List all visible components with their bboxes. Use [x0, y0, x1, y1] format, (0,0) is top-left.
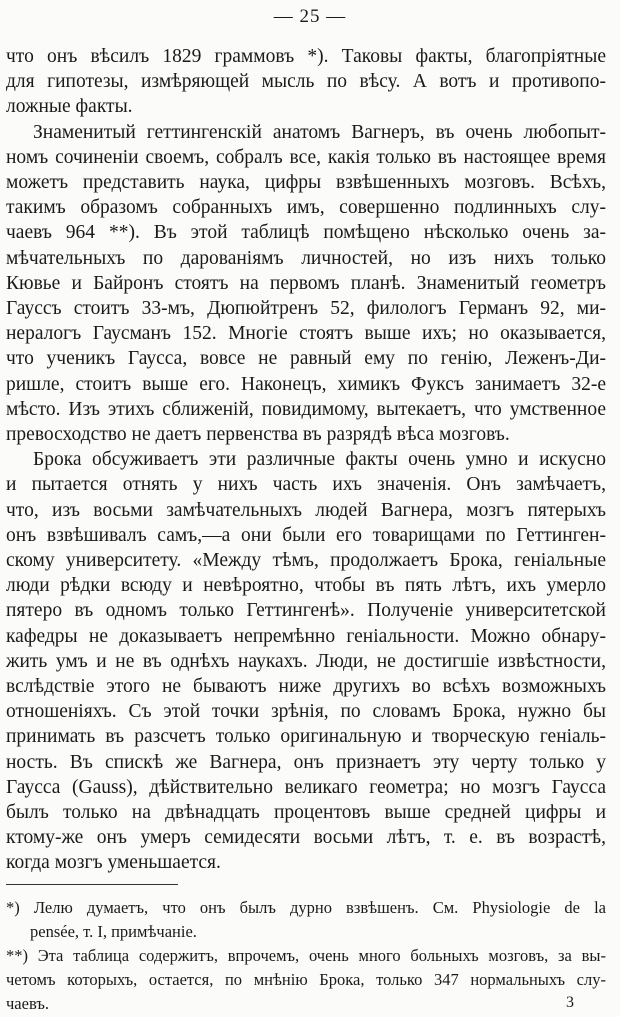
text-line: чаевъ 964 **). Въ этой таблицѣ помѣщено нѣсколько очень за- [6, 222, 606, 244]
text-line: принимать въ разсчетъ только оригинальную и творческую геніаль- [6, 726, 606, 748]
text-line: Знаменитый геттингенскій анатомъ Вагнеръ, въ очень любопыт- [33, 121, 606, 143]
text-line: кафедры не доказываетъ непремѣнно геніальности. Можно обнару- [6, 625, 606, 647]
signature-mark: 3 [566, 994, 574, 1011]
footnote-line: **) Эта таблица содержитъ, впрочемъ, очень много больныхъ мозговъ, за вы- [6, 946, 606, 965]
text-line: Гаусса (Gauss), дѣйствительно великаго геометра; но мозгъ Гаусса [6, 776, 606, 798]
footnote-divider [6, 884, 178, 885]
text-line: ктому-же онъ умеръ семидесяти восьми лѣтъ, т. е. въ возрастѣ, [6, 827, 606, 849]
text-line: люди рѣдки всюду и невѣроятно, чтобы въ пять лѣтъ, ихъ умерло [6, 575, 606, 597]
text-line: номъ сочиненіи своемъ, собралъ все, какія только въ настоящее время [6, 146, 606, 168]
text-line: скому университету. «Между тѣмъ, продолжаетъ Брока, геніальные [6, 550, 606, 571]
text-line: пятеро въ одномъ только Геттингенѣ». Полученіе университетской [6, 600, 606, 622]
footnote-line: *) Лелю думаетъ, что онъ былъ дурно взвѣшенъ. См. Physiologie de la [6, 898, 606, 917]
text-line: когда мозгъ уменьшается. [6, 852, 221, 874]
footnote-line: чаевъ. [6, 994, 49, 1013]
page-number: — 25 — [273, 6, 347, 27]
text-line: мѣчательныхъ по дарованіямъ личностей, но изъ нихъ только [6, 247, 606, 269]
text-line: Гауссъ стоитъ 33-мъ, Дюпюйтренъ 52, филологъ Германъ 92, ми- [6, 298, 606, 319]
text-line: вслѣдствіе этого не бываютъ ниже другихъ во всѣхъ возможныхъ [6, 676, 606, 697]
text-line: Брока обсуживаетъ эти различные факты очень умно и искусно [33, 449, 606, 471]
text-line: что, изъ восьми замѣчательныхъ людей Вагнера, мозгъ пятерыхъ [6, 499, 606, 521]
text-line: онъ взвѣшивалъ самъ,—а они были его товарищами по Геттинген- [6, 524, 606, 546]
text-line: отношеніяхъ. Съ этой точки зрѣнія, по словамъ Брока, нужно бы [6, 701, 606, 723]
footnote-line: четомъ которыхъ, остается, по мнѣнію Брока, только 347 нормальныхъ слу- [6, 970, 606, 989]
text-line: и пытается отнять у нихъ часть ихъ значенія. Онъ замѣчаетъ, [6, 474, 606, 496]
footnote-line: pensée, т. I, примѣчаніе. [30, 922, 197, 941]
text-line: Кювье и Байронъ стоятъ на первомъ планѣ. Знаменитый геометръ [6, 272, 606, 294]
text-line: что онъ вѣсилъ 1829 граммовъ *). Таковы факты, благопріятные [6, 46, 606, 67]
text-line: для гипотезы, измѣряющей мысль по вѣсу. А вотъ и противопо- [6, 71, 606, 93]
text-line: ность. Въ спискѣ же Вагнера, онъ признаетъ эту черту только у [6, 751, 606, 773]
text-line: жить умъ и не въ однѣхъ наукахъ. Люди, не достигшіе извѣстности, [6, 650, 606, 672]
text-line: ложные факты. [6, 96, 133, 118]
text-line: нералогъ Гаусманъ 152. Многіе стоятъ выше ихъ; но оказывается, [6, 323, 606, 345]
text-line: что ученикъ Гаусса, вовсе не равный ему по генію, Леженъ-Ди- [6, 348, 606, 370]
text-line: ришле, стоитъ выше его. Наконецъ, химикъ Фуксъ занимаетъ 32-е [6, 373, 606, 395]
text-line: такимъ образомъ собранныхъ имъ, совершенно подлинныхъ слу- [6, 197, 606, 219]
text-line: можетъ представить наука, цифры взвѣшенныхъ мозговъ. Всѣхъ, [6, 172, 606, 193]
text-line: превосходство не даетъ первенства въ разрядѣ вѣса мозговъ. [6, 424, 510, 445]
text-line: мѣсто. Изъ этихъ сближеній, повидимому, вытекаетъ, что умственное [6, 398, 606, 420]
text-line: былъ только на двѣнадцать процентовъ выше средней цифры и [6, 802, 606, 823]
